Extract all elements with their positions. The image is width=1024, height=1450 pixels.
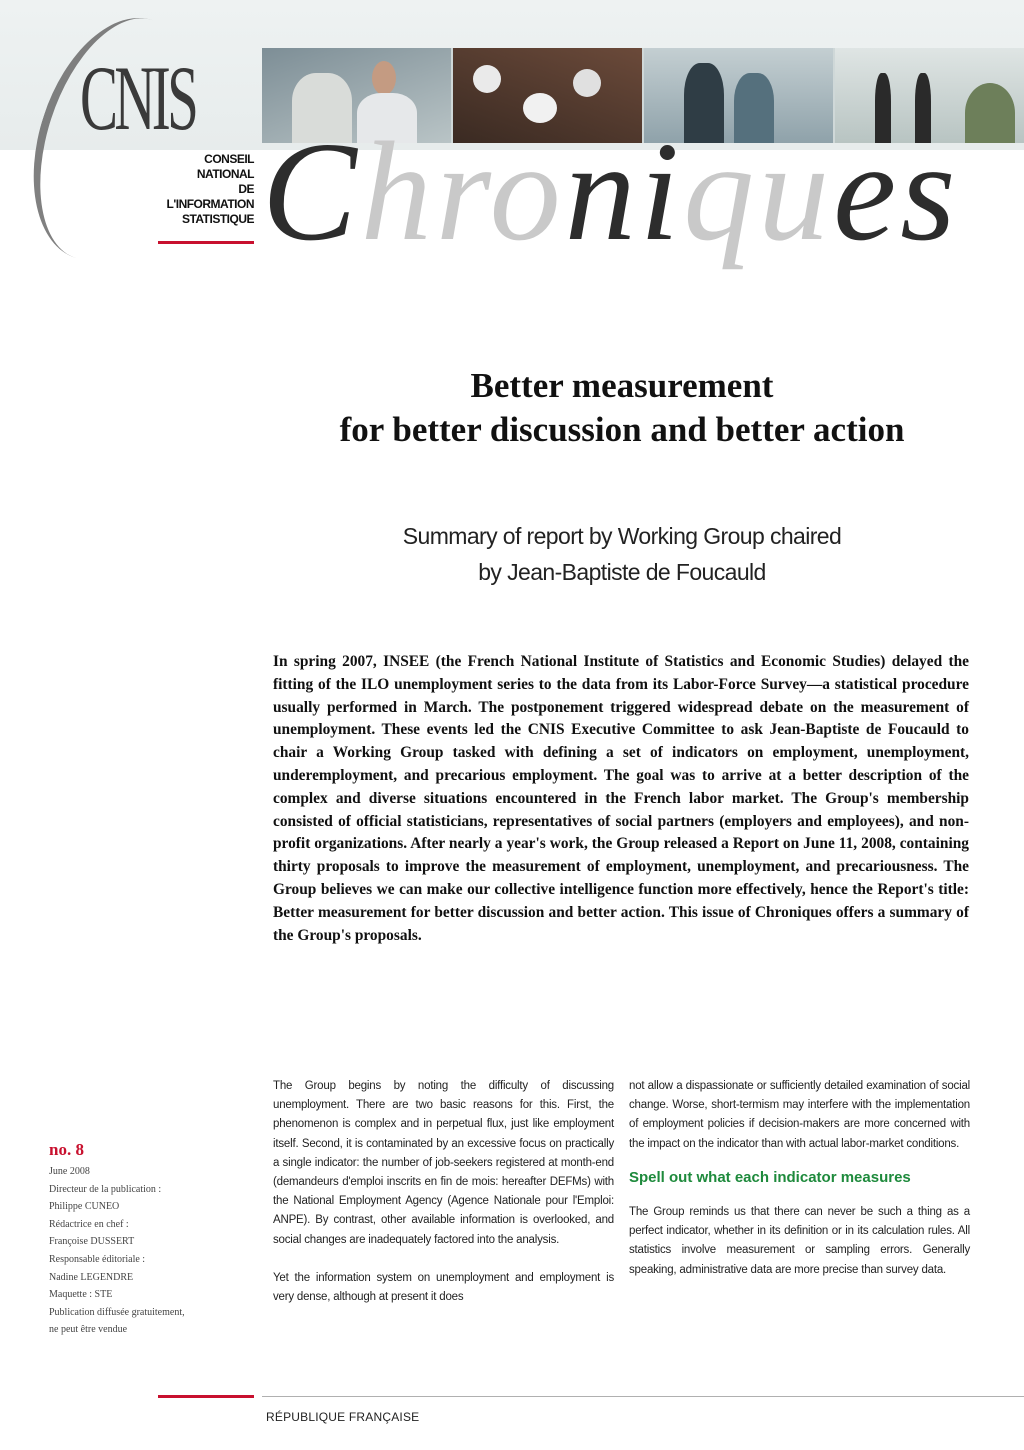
- article-title: Better measurement for better discussion and better action: [339, 366, 905, 449]
- section-heading: Spell out what each indicator measures: [629, 1168, 911, 1186]
- masthead-title: Chroniques: [262, 112, 960, 270]
- org-line: DE: [238, 182, 254, 196]
- cnis-logo: CNIS: [80, 47, 196, 149]
- lead-paragraph: In spring 2007, INSEE (the French National Institute of Statistics and Economic Studies) delayed the fitting of the ILO unemployment series to the data from its Labor-Force Survey—a statistical procedure usually performed in March. The postponement triggered widespread debate on the measurement of unemployment. These events led the CNIS Executive Committee to ask Jean-Baptiste de Foucauld to chair a Working Group tasked with defining a set of indicators on employment, unemployment, underemployment, and precarious employment. The goal was to arrive at a better description of the complex and diverse situations encountered in the French labor market. The Group's membership consisted of official statisticians, representatives of social partners (employers and employees), and non-profit organizations. After nearly a year's work, the Group released a Report on June 11, 2008, containing thirty proposals to improve the measurement of employment, unemployment, and precariousness. The Group believes we can make our collective intelligence function more effectively, hence the Report's title: Better measurement for better discussion and better action. This issue of Chroniques offers a summary of the Group's proposals.: [273, 653, 969, 944]
- body-paragraph: The Group reminds us that there can never be such a thing as a perfect indicator, whether in its definition or in its calculation rules. All statistics involve measurement or sampling errors. Generally speaking, administrative data are more precise than survey data.: [629, 1206, 970, 1276]
- org-line: NATIONAL: [196, 167, 254, 181]
- org-red-rule: [158, 241, 254, 244]
- issue-number: no. 8: [49, 1140, 84, 1159]
- body-paragraph: The Group begins by noting the difficulty of discussing unemployment. There are two basic reasons for this. First, the phenomenon is complex and in perpetual flux, just like employment itself. Second, it is contaminated by an excessive focus on practically a single indicator: the number of job-seekers registered at month-end (demandeurs d'emploi inscrits en fin de mois: hereafter DEFMs) with the National Employment Agency (Agence Nationale pour l'Emploi: ANPE). By contrast, other available information is overlooked, and social changes are inadequately factored into the analysis.: [273, 1080, 614, 1246]
- article-subtitle: Summary of report by Working Group chaired by Jean-Baptiste de Foucauld: [402, 523, 842, 585]
- org-line: CONSEIL: [204, 152, 254, 166]
- footer-label: RÉPUBLIQUE FRANÇAISE: [266, 1410, 420, 1424]
- footer-divider: [262, 1396, 1024, 1397]
- publication-credits: June 2008 Directeur de la publication : Philippe CUNEO Rédactrice en chef : Françoise DUSSERT Responsable éditoriale : Nadine LEGENDRE Maquette : STE Publication diffusée gratuitement, ne peut être vendue: [49, 1166, 185, 1336]
- organization-name: [150, 152, 254, 227]
- body-paragraph: not allow a dispassionate or sufficiently detailed examination of social change. Worse, short-termism may interfere with the implementation of employment policies if decision-makers are more concerned with the impact on the indicator than with actual labor-market conditions.: [629, 1080, 970, 1150]
- body-column-left: [273, 1077, 614, 1307]
- body-column-right: [629, 1077, 970, 1280]
- footer-red-rule: [158, 1395, 254, 1398]
- org-line: L'INFORMATION: [166, 197, 254, 211]
- body-paragraph: Yet the information system on unemployment and employment is very dense, although at present it does: [273, 1271, 614, 1304]
- org-line: STATISTIQUE: [181, 212, 254, 226]
